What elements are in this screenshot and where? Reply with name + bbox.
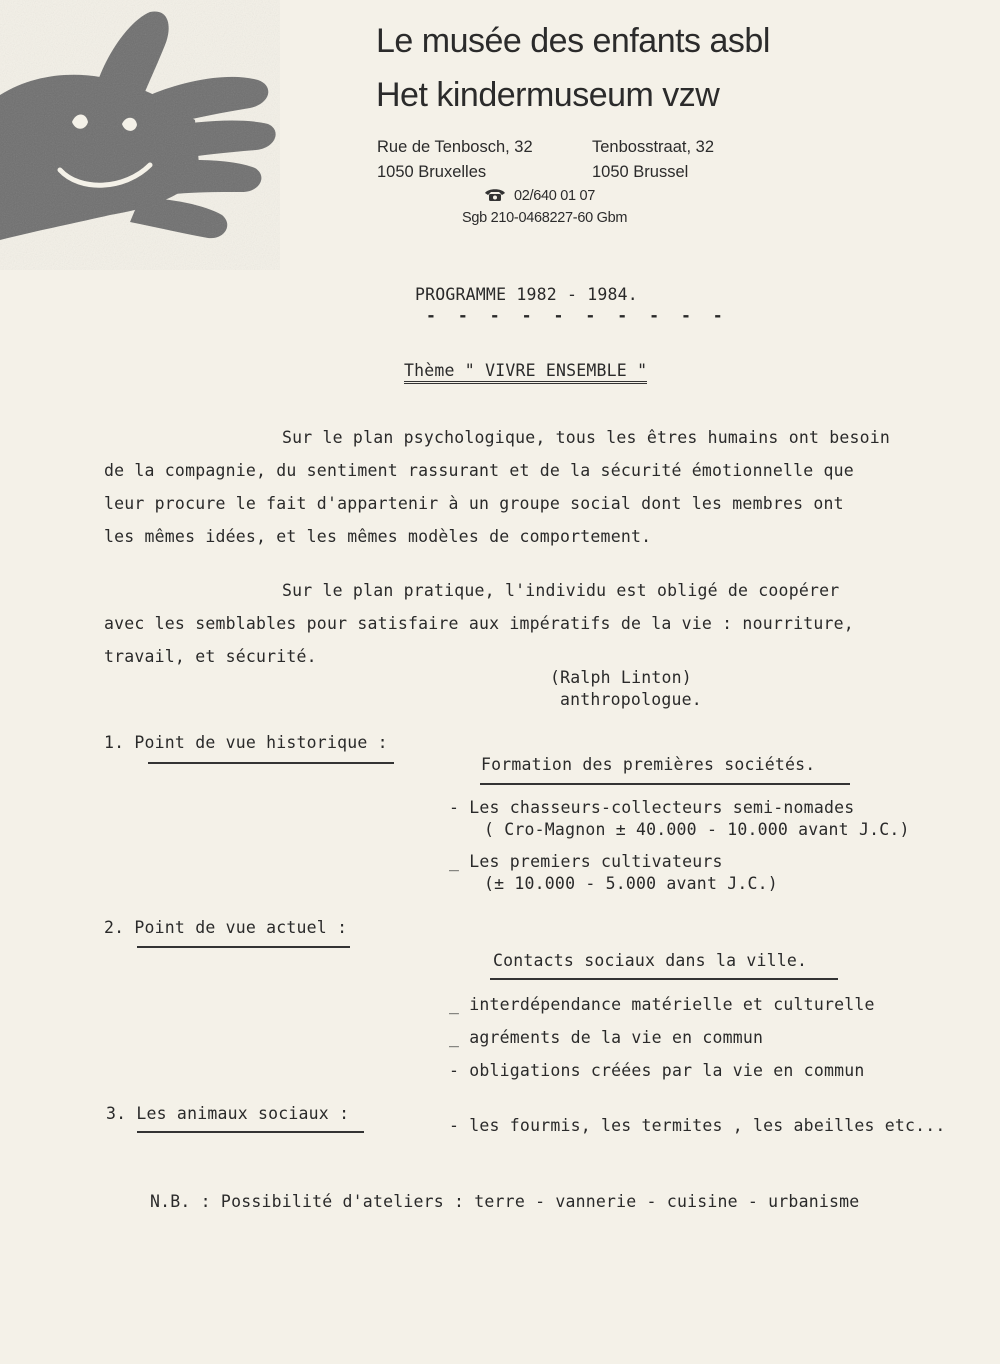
intro-p1-line: leur procure le fait d'appartenir à un groupe social dont les membres ont xyxy=(104,494,844,513)
attribution-name: (Ralph Linton) xyxy=(550,668,692,687)
intro-p2-line: Sur le plan pratique, l'individu est obligé de coopérer xyxy=(282,581,840,600)
intro-p2-line: travail, et sécurité. xyxy=(104,647,317,666)
intro-p1-line: Sur le plan psychologique, tous les êtres humains ont besoin xyxy=(282,428,891,447)
theme-title: Thème " VIVRE ENSEMBLE " xyxy=(404,361,647,384)
attribution-role: anthropologue. xyxy=(560,690,702,709)
section-1-item: - Les chasseurs-collecteurs semi-nomades xyxy=(449,798,855,817)
phone-line xyxy=(484,188,595,204)
section-1-item: _ Les premiers cultivateurs xyxy=(449,852,723,871)
address-fr-city: 1050 Bruxelles xyxy=(377,163,487,181)
telephone-icon xyxy=(484,188,506,202)
title-dashes: - - - - - - - - - - xyxy=(426,306,729,325)
section-1-subtitle-underline xyxy=(480,783,850,785)
intro-p1-line: de la compagnie, du sentiment rassurant et de la sécurité émotionnelle que xyxy=(104,461,854,480)
phone-number: 02/640 01 07 xyxy=(514,188,596,204)
smiling-hand-icon xyxy=(0,0,280,270)
section-1-title: 1. Point de vue historique : xyxy=(104,733,388,752)
intro-p1-line: les mêmes idées, et les mêmes modèles de comportement. xyxy=(104,527,652,546)
section-1-item: ( Cro-Magnon ± 40.000 - 10.000 avant J.C.) xyxy=(484,820,910,839)
section-2-title: 2. Point de vue actuel : xyxy=(104,918,348,937)
address-fr-street: Rue de Tenbosch, 32 xyxy=(377,138,533,156)
workshop-note: N.B. : Possibilité d'ateliers : terre - vannerie - cuisine - urbanisme xyxy=(150,1192,860,1211)
section-1-item: (± 10.000 - 5.000 avant J.C.) xyxy=(484,874,778,893)
section-2-item: _ interdépendance matérielle et culturelle xyxy=(449,995,875,1014)
section-2-item: - obligations créées par la vie en commun xyxy=(449,1061,865,1080)
org-name-fr: Le musée des enfants asbl xyxy=(376,22,770,60)
section-2-underline xyxy=(137,946,350,948)
address-nl-city: 1050 Brussel xyxy=(592,163,689,181)
section-1-subtitle: Formation des premières sociétés. xyxy=(481,755,816,774)
bank-account: Sgb 210-0468227-60 Gbm xyxy=(462,210,628,226)
section-2-item: _ agréments de la vie en commun xyxy=(449,1028,764,1047)
section-3-title: 3. Les animaux sociaux : xyxy=(106,1104,350,1123)
section-2-subtitle-underline xyxy=(490,978,838,980)
section-3-item: - les fourmis, les termites , les abeilles etc... xyxy=(449,1116,946,1135)
program-title: PROGRAMME 1982 - 1984. xyxy=(415,285,638,304)
section-1-underline xyxy=(148,762,394,764)
intro-p2-line: avec les semblables pour satisfaire aux impératifs de la vie : nourriture, xyxy=(104,614,854,633)
section-3-underline xyxy=(137,1131,364,1133)
section-2-subtitle: Contacts sociaux dans la ville. xyxy=(493,951,808,970)
org-name-nl: Het kindermuseum vzw xyxy=(376,76,720,114)
address-nl-street: Tenbosstraat, 32 xyxy=(592,138,714,156)
